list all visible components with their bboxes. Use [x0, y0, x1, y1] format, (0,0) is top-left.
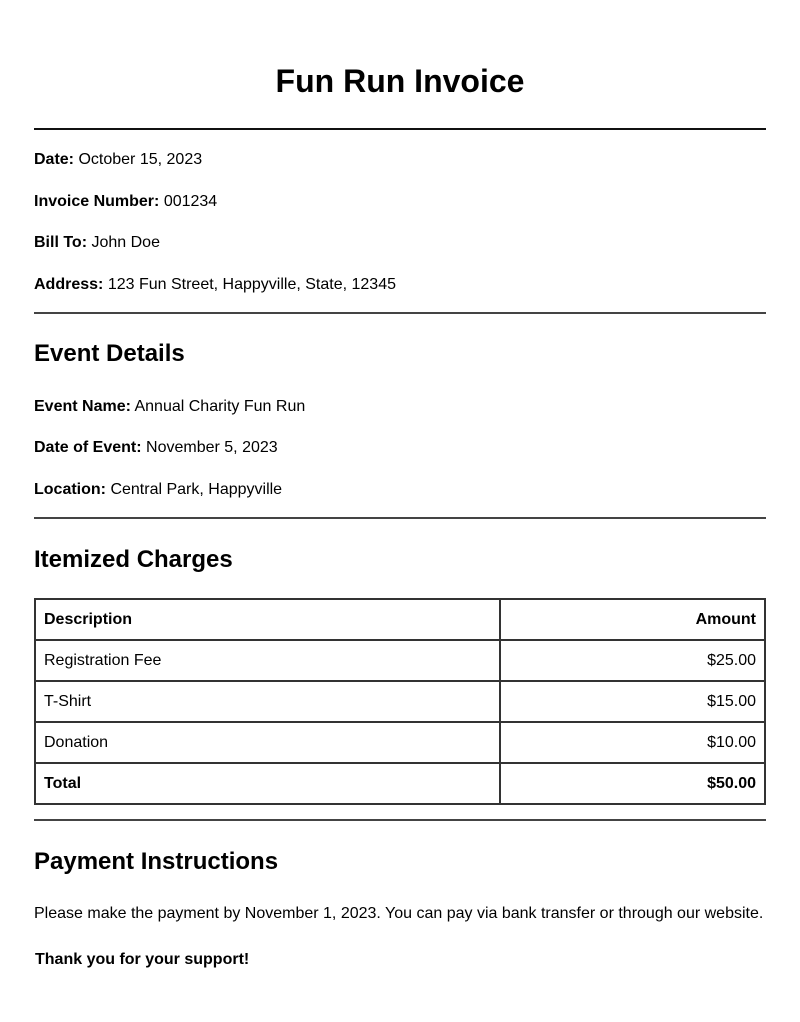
invoice-number-field [34, 192, 217, 212]
bill-to-label: Bill To: [34, 234, 88, 251]
row-description: Donation [35, 722, 500, 763]
address-label: Address: [34, 276, 104, 293]
thank-you-note: Thank you for your support! [35, 951, 250, 968]
event-date-field [34, 438, 278, 458]
address-value: 123 Fun Street, Happyville, State, 12345 [107, 276, 396, 293]
row-description: Registration Fee [35, 640, 500, 681]
row-amount: $25.00 [500, 640, 765, 681]
invoice-date-field [34, 150, 202, 170]
section-divider [34, 312, 766, 314]
bill-to-field [34, 233, 160, 253]
invoice-date-value: October 15, 2023 [78, 151, 203, 168]
event-location-label: Location: [34, 481, 106, 498]
event-location-field [34, 480, 282, 500]
bill-to-value: John Doe [91, 234, 160, 251]
event-name-field [34, 397, 305, 417]
column-header-amount: Amount [500, 599, 765, 640]
row-amount: $10.00 [500, 722, 765, 763]
total-label: Total [35, 763, 500, 804]
invoice-date-label: Date: [34, 151, 75, 168]
column-header-description: Description [35, 599, 500, 640]
charges-table [34, 598, 766, 805]
header-divider [34, 128, 766, 130]
section-divider [34, 517, 766, 519]
invoice-number-label: Invoice Number: [34, 193, 160, 210]
row-description: T-Shirt [35, 681, 500, 722]
event-name-value: Annual Charity Fun Run [134, 398, 306, 415]
event-details-heading: Event Details [34, 340, 185, 367]
event-name-label: Event Name: [34, 398, 131, 415]
table-row [35, 681, 765, 722]
itemized-charges-heading: Itemized Charges [34, 546, 233, 573]
row-amount: $15.00 [500, 681, 765, 722]
address-field [34, 275, 396, 295]
event-date-label: Date of Event: [34, 439, 142, 456]
payment-instructions-heading: Payment Instructions [34, 848, 279, 875]
total-row [35, 763, 765, 804]
invoice-title: Fun Run Invoice [275, 63, 525, 99]
invoice-number-value: 001234 [163, 193, 218, 210]
event-date-value: November 5, 2023 [146, 439, 278, 456]
section-divider [34, 819, 766, 821]
table-header-row [35, 599, 765, 640]
total-amount: $50.00 [500, 763, 765, 804]
table-row [35, 640, 765, 681]
payment-instructions-text: Please make the payment by November 1, 2023. You can pay via bank transfer or through our website. [34, 905, 764, 922]
event-location-value: Central Park, Happyville [110, 481, 283, 498]
table-row [35, 722, 765, 763]
